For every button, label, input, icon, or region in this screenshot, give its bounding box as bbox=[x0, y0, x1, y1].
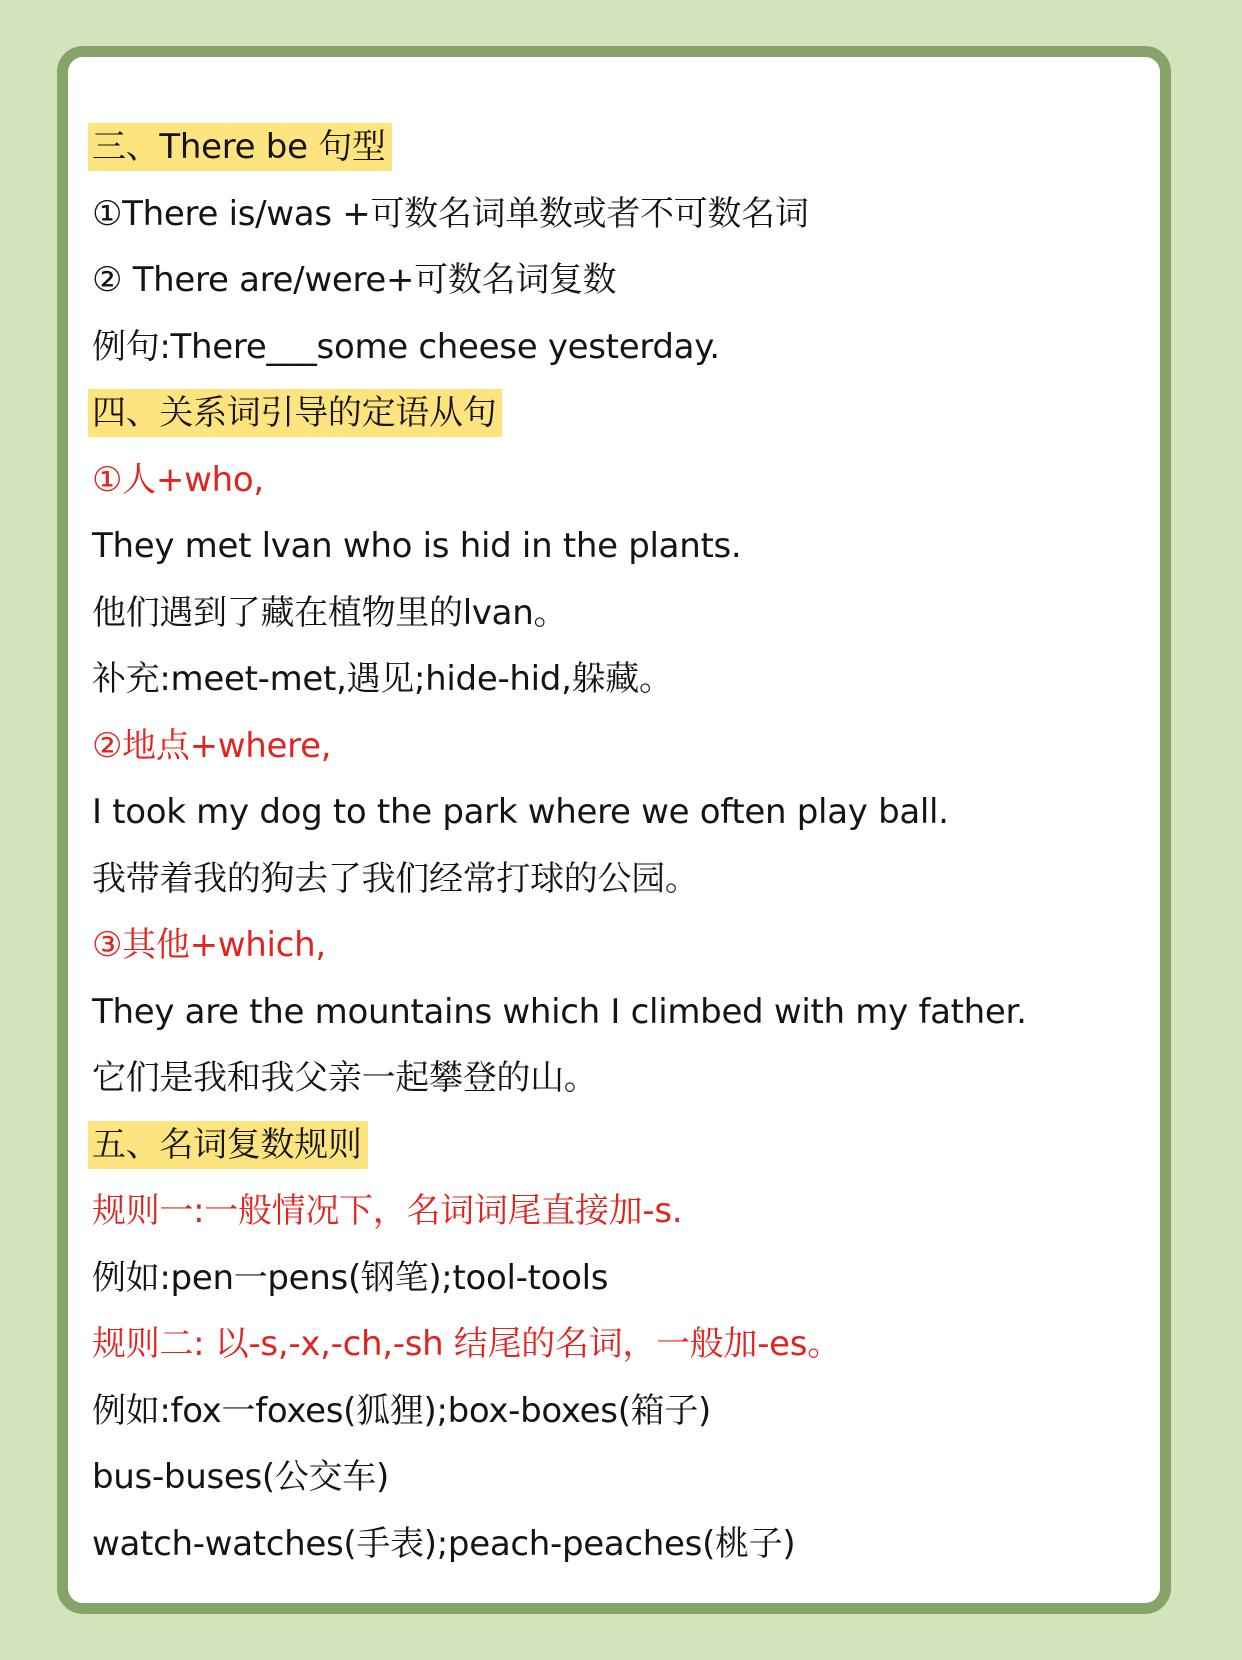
rule-where: ②地点+where, bbox=[92, 725, 332, 766]
note-content bbox=[92, 114, 1140, 1577]
text-line: bus-buses(公交车) bbox=[92, 1457, 389, 1497]
text-line: They are the mountains which I climbed with my father. bbox=[92, 991, 1027, 1032]
rule-one: 规则一:一般情况下，名词词尾直接加-s. bbox=[92, 1191, 683, 1231]
rule-which: ③其他+which, bbox=[92, 925, 326, 965]
text-line: 我带着我的狗去了我们经常打球的公园。 bbox=[92, 858, 699, 899]
text-line: 例如:pen一pens(钢笔);tool-tools bbox=[92, 1257, 609, 1298]
text-line: I took my dog to the park where we often play ball. bbox=[92, 792, 949, 832]
text-line: ①There is/was +可数名词单数或者不可数名词 bbox=[92, 193, 809, 234]
text-line: 补充:meet-met,遇见;hide-hid,躲藏。 bbox=[92, 659, 673, 699]
heading-relative-clause: 四、关系词引导的定语从句 bbox=[92, 380, 1140, 447]
text-line: ② There are/were+可数名词复数 bbox=[92, 260, 617, 300]
rule-two: 规则二: 以-s,-x,-ch,-sh 结尾的名词，一般加-es。 bbox=[92, 1324, 841, 1364]
note-card bbox=[57, 46, 1171, 1614]
text-line: 例如:fox一foxes(狐狸);box-boxes(箱子) bbox=[92, 1390, 712, 1431]
text-line: 他们遇到了藏在植物里的lvan。 bbox=[92, 592, 568, 633]
text-line: 它们是我和我父亲一起攀登的山。 bbox=[92, 1058, 598, 1098]
example-sentence: 例句:There___some cheese yesterday. bbox=[92, 326, 720, 367]
text-line: They met lvan who is hid in the plants. bbox=[92, 526, 742, 566]
heading-there-be: 三、There be 句型 bbox=[92, 114, 1140, 181]
heading-plural-rules: 五、名词复数规则 bbox=[92, 1112, 1140, 1179]
rule-who: ①人+who, bbox=[92, 459, 264, 500]
text-line: watch-watches(手表);peach-peaches(桃子) bbox=[92, 1523, 796, 1564]
